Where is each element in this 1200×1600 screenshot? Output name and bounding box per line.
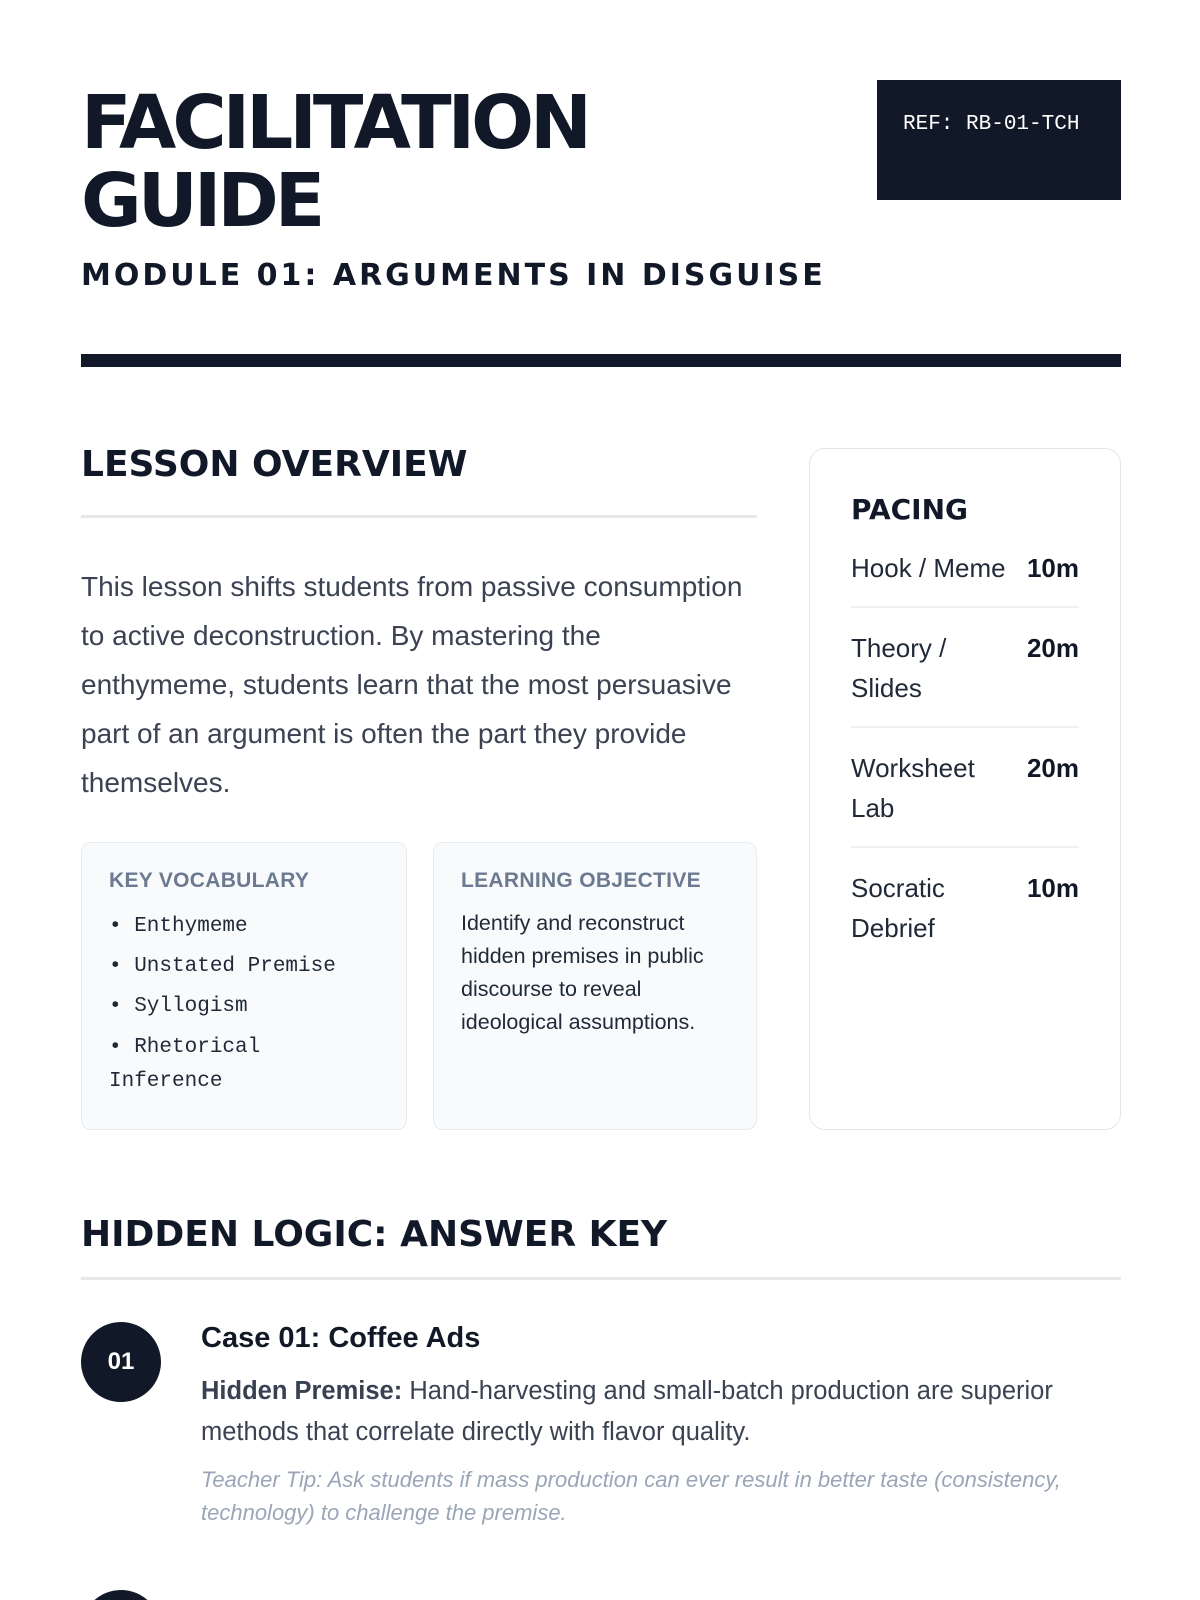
lesson-overview-text: This lesson shifts students from passive consumption to active deconstruction. By mastering the enthymeme, students learn that the most persuasive part of an argument is often the part they provide themselves. (81, 571, 743, 798)
next-case-number-badge (81, 1590, 161, 1600)
pacing-activity: Hook / Meme (851, 553, 1006, 583)
case-number-badge: 01 (81, 1322, 161, 1402)
vocab-item: • Syllogism (109, 995, 248, 1018)
pacing-panel (809, 448, 1121, 1130)
pacing-activity: Worksheet Lab (851, 753, 975, 823)
pacing-duration: 10m (1026, 553, 1079, 583)
vocab-item: • Unstated Premise (109, 955, 336, 978)
answer-key-divider (81, 1277, 1121, 1280)
title-line-2: GUIDE (81, 158, 322, 244)
pacing-duration: 20m (1026, 753, 1079, 783)
pacing-row (851, 748, 1079, 848)
pacing-activity: Socratic Debrief (851, 873, 945, 943)
pacing-row (851, 548, 1079, 608)
pacing-duration: 10m (1026, 873, 1079, 903)
key-vocabulary-card (81, 842, 407, 1130)
hidden-premise (201, 1371, 1121, 1453)
pacing-row (851, 868, 1079, 966)
vocab-item: • Enthymeme (109, 915, 248, 938)
case-title: Case 01: Coffee Ads (201, 1322, 481, 1354)
page-title (81, 80, 781, 244)
learning-objective-card (433, 842, 757, 1130)
pacing-duration: 20m (1026, 633, 1079, 663)
module-subtitle: MODULE 01: ARGUMENTS IN DISGUISE (81, 258, 826, 293)
case-entry (201, 1322, 1121, 1529)
teacher-tip: Teacher Tip: Ask students if mass production can ever result in better taste (consistency, technology) to challenge the premise. (201, 1467, 1061, 1525)
lesson-overview-heading: LESSON OVERVIEW (81, 444, 468, 485)
pacing-activity: Theory / Slides (851, 633, 947, 703)
reference-code-badge: REF: RB-01-TCH (877, 80, 1121, 200)
hidden-premise-text: Hand-harvesting and small-batch production are superior methods that correlate directly with flavor quality. (201, 1377, 1053, 1446)
header-divider (81, 354, 1121, 367)
pacing-row (851, 628, 1079, 728)
lesson-overview-divider (81, 515, 757, 518)
hidden-premise-label: Hidden Premise: (201, 1377, 403, 1405)
facilitation-guide-page (81, 0, 1121, 1600)
answer-key-heading: HIDDEN LOGIC: ANSWER KEY (81, 1214, 668, 1255)
vocab-item: • Rhetorical Inference (109, 1036, 261, 1093)
key-vocabulary-label: KEY VOCABULARY (109, 869, 310, 892)
learning-objective-label: LEARNING OBJECTIVE (461, 869, 701, 892)
learning-objective-text: Identify and reconstruct hidden premises in public discourse to reveal ideological assumptions. (461, 911, 704, 1034)
pacing-heading: PACING (851, 493, 969, 526)
title-line-1: FACILITATION (81, 80, 588, 166)
